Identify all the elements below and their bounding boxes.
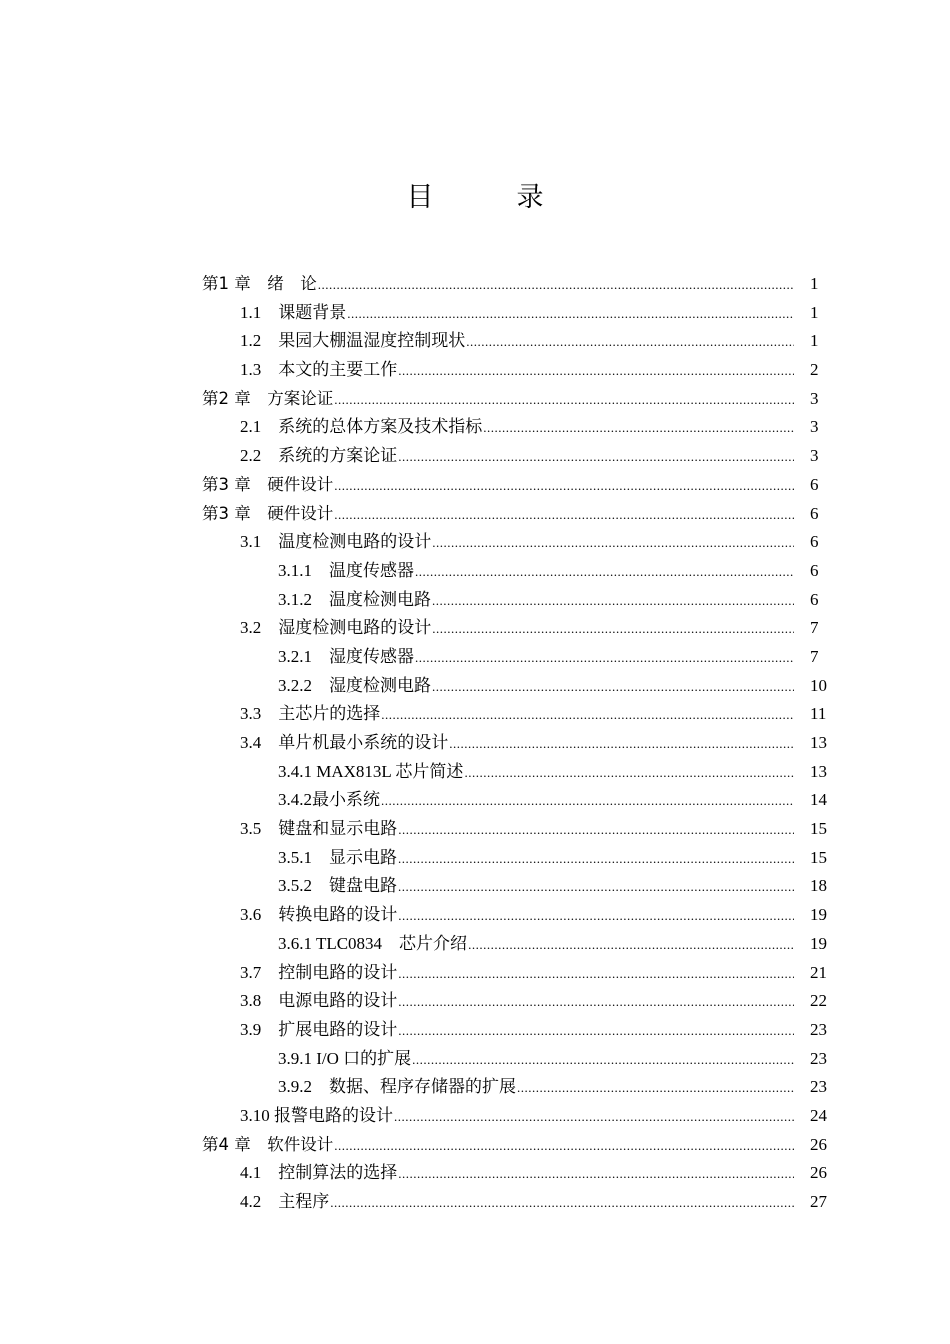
dot-leader [318,271,794,299]
toc-page-number: 23 [810,1048,827,1068]
dot-leader [398,988,794,1016]
toc-entry[interactable] [0,500,950,529]
toc-entry[interactable] [0,614,950,643]
toc-entry-label: 3.6.1 TLC0834 芯片介绍 [278,933,468,953]
toc-entry[interactable] [0,1102,950,1131]
toc-entry[interactable] [0,672,950,701]
toc-entry-line [240,299,794,328]
toc-entry-label: 3.5 键盘和显示电路 [240,819,398,839]
toc-page-number: 1 [810,331,819,351]
toc-entry-line [240,901,794,930]
dot-leader [415,558,794,586]
toc-entry-line [278,643,794,672]
dot-leader [468,931,794,959]
toc-entry[interactable] [0,1159,950,1188]
toc-page-number: 6 [810,474,819,494]
toc-page-number: 1 [810,302,819,322]
toc-entry-label: 3.2.2 湿度检测电路 [278,675,431,695]
toc-entry-line [240,959,794,988]
toc-page-number: 3 [810,446,819,466]
dot-leader [415,644,794,672]
dot-leader [398,960,794,988]
toc-page-number: 15 [810,819,827,839]
dot-leader [412,1046,794,1074]
toc-entry-line [202,385,794,414]
toc-entry-label: 第1 章 绪 论 [202,274,317,293]
toc-entry-label: 2.1 系统的总体方案及技术指标 [240,417,483,437]
toc-entry[interactable] [0,385,950,414]
toc-entry-label: 第3 章 硬件设计 [202,503,334,523]
toc-entry-label: 1.2 果园大棚温湿度控制现状 [240,331,466,351]
toc-entry[interactable] [0,270,950,299]
toc-entry-line [240,700,794,729]
toc-entry[interactable] [0,1073,950,1102]
toc-entry-label: 3.8 电源电路的设计 [240,991,398,1011]
toc-entry-label: 3.7 控制电路的设计 [240,962,398,982]
dot-leader [334,472,794,500]
toc-entry-label: 1.3 本文的主要工作 [240,360,398,380]
toc-page-number: 22 [810,991,827,1011]
toc-entry-label: 3.9 扩展电路的设计 [240,1019,398,1039]
toc-page-number: 3 [810,388,819,408]
toc-entry[interactable] [0,815,950,844]
toc-page-number: 14 [810,790,827,810]
toc-entry-label: 3.5.1 显示电路 [278,847,397,867]
toc-page-number: 3 [810,417,819,437]
toc-page-number: 19 [810,933,827,953]
toc-entry-line [202,270,794,299]
toc-entry-line [202,500,794,529]
toc-entry[interactable] [0,442,950,471]
dot-leader [398,873,794,901]
toc-page-number: 7 [810,646,819,666]
toc-page-number: 18 [810,876,827,896]
dot-leader [330,1189,794,1217]
toc-entry-line [278,1045,794,1074]
dot-leader [464,759,794,787]
toc-page-number: 27 [810,1192,827,1211]
toc-entry-line [202,1131,794,1160]
toc-entry[interactable] [0,356,950,385]
dot-leader [334,1132,794,1160]
toc-entry-label: 4.2 主程序 [240,1192,330,1211]
toc-page-number: 21 [810,962,827,982]
toc-entry[interactable] [0,844,950,873]
toc-page-number: 6 [810,560,819,580]
toc-entry-label: 3.1 温度检测电路的设计 [240,532,432,552]
toc-entry[interactable] [0,1045,950,1074]
toc-entry-line [240,987,794,1016]
toc-entry[interactable] [0,959,950,988]
toc-entry[interactable] [0,557,950,586]
toc-entry-label: 第2 章 方案论证 [202,388,334,408]
toc-page-number: 26 [810,1163,827,1183]
dot-leader [517,1074,794,1102]
toc-entry-line [202,471,794,500]
toc-list [0,270,950,1217]
toc-entry-label: 3.1.2 温度检测电路 [278,589,431,609]
toc-page-number: 23 [810,1077,827,1097]
toc-page-number: 26 [810,1134,827,1154]
toc-entry[interactable] [0,586,950,615]
dot-leader [398,357,794,385]
toc-entry-line [240,815,794,844]
toc-page-number: 7 [810,618,819,638]
toc-entry-label: 2.2 系统的方案论证 [240,446,398,466]
toc-entry-label: 3.10 报警电路的设计 [240,1105,393,1125]
toc-page-number: 6 [810,503,819,523]
toc-entry[interactable] [0,901,950,930]
dot-leader [398,1160,794,1188]
toc-entry[interactable] [0,872,950,901]
toc-entry-label: 3.2.1 湿度传感器 [278,646,414,666]
toc-entry-line [240,1188,794,1217]
toc-entry-label: 第4 章 软件设计 [202,1134,334,1154]
toc-entry-label: 3.5.2 键盘电路 [278,876,397,896]
dot-leader [466,328,794,356]
toc-entry-label: 3.4.1 MAX813L 芯片简述 [278,761,464,781]
dot-leader [432,587,794,615]
dot-leader [398,1017,794,1045]
toc-entry[interactable] [0,1188,950,1217]
toc-entry-line [278,930,794,959]
toc-page-number: 24 [810,1105,827,1125]
toc-entry-label: 4.1 控制算法的选择 [240,1163,398,1183]
toc-entry[interactable] [0,987,950,1016]
toc-entry-line [278,872,794,901]
toc-entry-line [240,356,794,385]
toc-title: 目 录 [406,182,572,213]
toc-entry[interactable] [0,1131,950,1160]
dot-leader [334,501,794,529]
toc-page-number: 13 [810,733,827,752]
dot-leader [381,787,794,815]
toc-page-number: 13 [810,761,827,781]
dot-leader [449,730,794,758]
toc-page-number: 6 [810,589,819,609]
toc-entry-label: 3.9.2 数据、程序存储器的扩展 [278,1077,516,1097]
toc-entry[interactable] [0,643,950,672]
dot-leader [432,673,794,701]
toc-page-number: 2 [810,360,819,380]
toc-entry-line [240,1016,794,1045]
toc-entry-line [278,844,794,873]
dot-leader [398,816,794,844]
toc-entry-label: 3.6 转换电路的设计 [240,905,398,925]
toc-page-number: 11 [810,704,827,724]
toc-entry-line [240,528,794,557]
toc-entry-line [278,672,794,701]
toc-page-number: 15 [810,847,827,867]
dot-leader [398,845,794,873]
toc-entry-label: 3.1.1 温度传感器 [278,560,414,580]
dot-leader [432,529,794,557]
toc-entry[interactable] [0,1016,950,1045]
toc-entry-line [278,1073,794,1102]
toc-entry-label: 3.3 主芯片的选择 [240,704,381,724]
toc-entry-line [240,1102,794,1131]
toc-page-number: 19 [810,905,827,925]
toc-entry-line [240,327,794,356]
toc-page-number: 6 [810,532,819,552]
toc-entry[interactable] [0,930,950,959]
toc-entry-line [278,557,794,586]
toc-page-number: 23 [810,1019,827,1039]
toc-entry-line [240,1159,794,1188]
toc-entry[interactable] [0,413,950,442]
dot-leader [394,1103,794,1131]
dot-leader [432,615,794,643]
toc-entry-line [278,786,794,815]
toc-entry-line [240,729,794,758]
toc-entry[interactable] [0,299,950,328]
toc-entry[interactable] [0,528,950,557]
toc-entry[interactable] [0,758,950,787]
toc-entry[interactable] [0,700,950,729]
toc-entry-label: 1.1 课题背景 [240,302,347,322]
toc-entry-label: 第3 章 硬件设计 [202,474,334,494]
dot-leader [398,443,794,471]
toc-entry-label: 3.9.1 I/O 口的扩展 [278,1048,412,1068]
toc-entry[interactable] [0,729,950,758]
toc-entry-label: 3.4 单片机最小系统的设计 [240,733,449,752]
toc-page-number: 1 [810,274,819,293]
toc-entry-line [240,413,794,442]
dot-leader [334,386,794,414]
dot-leader [398,902,794,930]
toc-entry-label: 3.4.2最小系统 [278,790,380,810]
toc-entry-line [278,586,794,615]
dot-leader [483,414,794,442]
toc-entry[interactable] [0,471,950,500]
dot-leader [347,300,794,328]
toc-entry[interactable] [0,327,950,356]
toc-entry-line [240,442,794,471]
toc-entry[interactable] [0,786,950,815]
toc-entry-line [278,758,794,787]
dot-leader [381,701,794,729]
toc-entry-label: 3.2 湿度检测电路的设计 [240,618,432,638]
toc-page-number: 10 [810,675,827,695]
toc-entry-line [240,614,794,643]
